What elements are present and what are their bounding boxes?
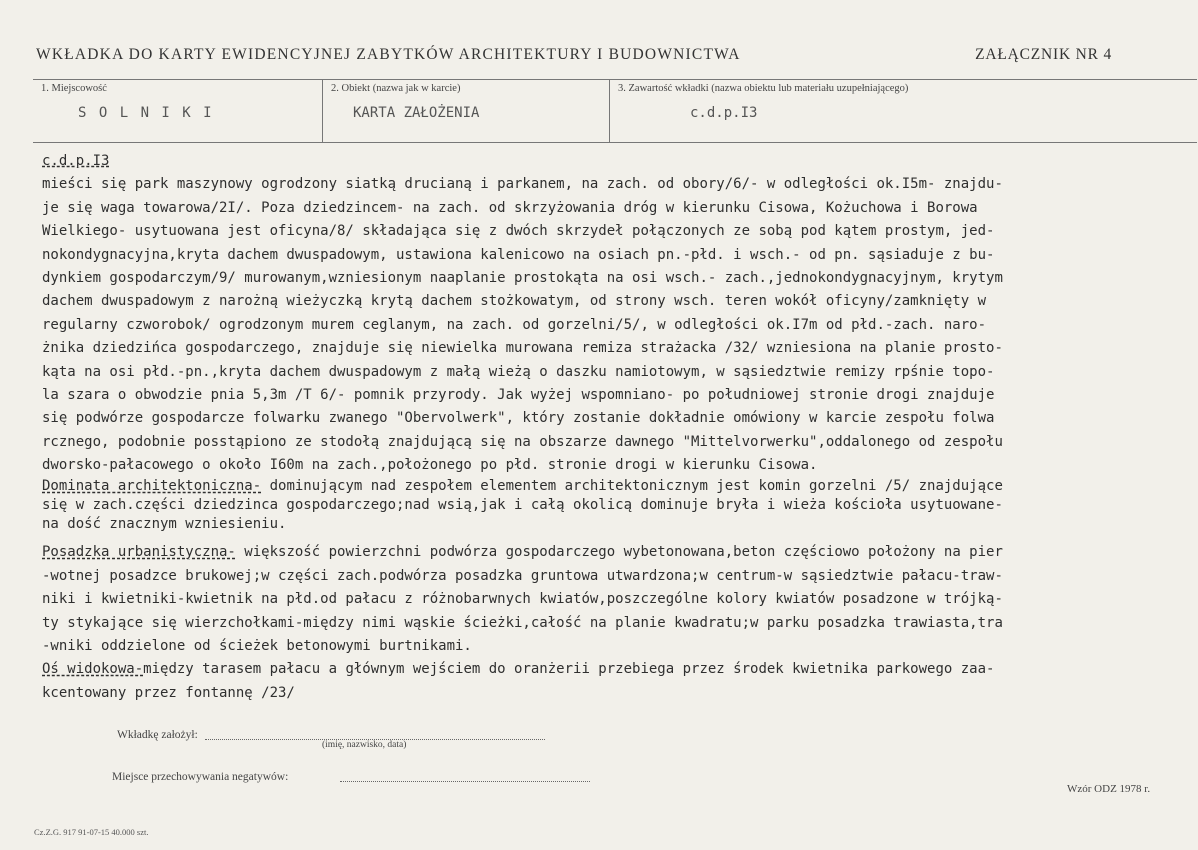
body-line: dworsko-pałacowego o około I60m na zach.,położonego po płd. stronie drogi w kierunku Cisowa. bbox=[42, 457, 818, 474]
dominanta-line: na dość znacznym wzniesieniu. bbox=[42, 516, 287, 533]
dominanta-paragraph bbox=[42, 477, 1192, 496]
field-object-label: 2. Obiekt (nazwa jak w karcie) bbox=[331, 83, 461, 94]
body-line: Wielkiego- usytuowana jest oficyna/8/ składająca się z dwóch skrzydeł połączonych ze sobą pod kątem prostym, jed- bbox=[42, 223, 995, 240]
posadzka-line: -wniki oddzielone od ścieżek betonowymi burtnikami. bbox=[42, 638, 472, 655]
print-info: Cz.Z.G. 917 91-07-15 40.000 szt. bbox=[34, 827, 149, 837]
body-line: je się waga towarowa/2I/. Poza dziedzincem- na zach. od skrzyżowania dróg w kierunku Cisowa, Kożuchowa i Borowa bbox=[42, 199, 978, 216]
negatives-line bbox=[340, 781, 590, 782]
template-label: Wzór ODZ 1978 r. bbox=[1067, 783, 1151, 795]
body-line: kąta na osi płd.-pn.,kryta dachem dwuspadowym z małą wieżą o daszku namiotowym, w sąsiedztwie remizy rpśnie topo- bbox=[42, 363, 995, 380]
fields-row bbox=[33, 79, 1197, 143]
body-heading: c.d.p.I3 bbox=[42, 153, 110, 169]
field-locality-label: 1. Miejscowość bbox=[41, 83, 107, 94]
field-object bbox=[322, 80, 610, 142]
body-line: się podwórze gospodarcze folwarku zwanego "Obervolwerk", który zostanie dokładnie omówiony w karcie zespołu folwa bbox=[42, 410, 995, 427]
body-line: mieści się park maszynowy ogrodzony siatką drucianą i parkanem, na zach. od obory/6/- w odległości ok.I5m- znajdu- bbox=[42, 176, 1003, 193]
body-line: dynkiem gospodarczym/9/ murowanym,wzniesionym naaplanie prostokąta na osi wsch.- zach.,jednokondygnacyjnym, krytym bbox=[42, 269, 1003, 286]
os-paragraph bbox=[42, 658, 1192, 681]
signature-label: Wkładkę założył: bbox=[117, 729, 198, 741]
posadzka-line: ty stykające się wierzchołkami-między nimi wąskie ścieżki,całość na planie kwadratu;w parku posadzka trawiasta,tra bbox=[42, 614, 1003, 631]
field-content bbox=[609, 80, 1198, 142]
body-line: rcznego, podobnie posstąpiono ze stodołą znajdującą się na obszarze dawnego "Mittelvorwerku",oddalonego od zespołu bbox=[42, 433, 1003, 450]
body-line: nokondygnacyjna,kryta dachem dwuspadowym, ustawiona kalenicowo na osiach pn.-płd. i wsch.- od pn. sąsiaduje z bu- bbox=[42, 246, 995, 263]
field-content-label: 3. Zawartość wkładki (nazwa obiektu lub materiału uzupełniającego) bbox=[618, 83, 909, 94]
os-line: kcentowany przez fontannę /23/ bbox=[42, 684, 295, 701]
body-line: regularny czworobok/ ogrodzonym murem ceglanym, na zach. od gorzelni/5/, w odległości ok.I7m od płd.-zach. naro- bbox=[42, 316, 987, 333]
field-object-value: KARTA ZAŁOŻENIA bbox=[353, 105, 480, 121]
body-line: la szara o obwodzie pnia 5,3m /T 6/- pomnik przyrody. Jak wyżej wspomniano- po południowej stronie drogi znajduje bbox=[42, 386, 995, 403]
body-text bbox=[42, 150, 1192, 705]
negatives-label: Miejsce przechowywania negatywów: bbox=[112, 771, 289, 783]
posadzka-line: -wotnej posadzce brukowej;w części zach.podwórza posadzka gruntowa utwardzona;w centrum-w sąsiedztwie pałacu-traw- bbox=[42, 567, 1003, 584]
posadzka-line: większość powierzchni podwórza gospodarczego wybetonowana,beton częściowo położony na pier bbox=[235, 544, 1003, 561]
posadzka-line: niki i kwietniki-kwietnik na płd.od pałacu z różnobarwnych kwiatów,poszczególne kolory kwiatów posadzone w trójką- bbox=[42, 591, 1003, 608]
signature-sublabel: (imię, nazwisko, data) bbox=[322, 740, 407, 750]
body-line: żnika dziedzińca gospodarczego, znajduje się niewielka murowana remiza strażacka /32/ wzniesiona na planie prosto- bbox=[42, 340, 1003, 357]
field-locality bbox=[33, 80, 322, 142]
posadzka-paragraph bbox=[42, 541, 1192, 564]
field-content-value: c.d.p.I3 bbox=[690, 105, 758, 121]
posadzka-term: Posadzka urbanistyczna- bbox=[42, 544, 236, 561]
os-term: Oś widokowa- bbox=[42, 661, 144, 678]
dominanta-term: Dominata architektoniczna- bbox=[42, 478, 262, 495]
dominanta-line: się w zach.części dziedzinca gospodarczego;nad wsią,jak i całą okolicą dominuje bryła i wieża kościoła usytuowane- bbox=[42, 497, 1003, 514]
header-title: WKŁADKA DO KARTY EWIDENCYJNEJ ZABYTKÓW ARCHITEKTURY I BUDOWNICTWA bbox=[36, 46, 741, 63]
dominanta-line: dominującym nad zespołem elementem architektonicznym jest komin gorzelni /5/ znajdujące bbox=[261, 478, 1003, 495]
field-locality-value: S O L N I K I bbox=[78, 105, 214, 121]
body-line: dachem dwuspadowym z narożną wieżyczką krytą dachem stożkowatym, od strony wsch. teren wokół oficyny/zamknięty w bbox=[42, 293, 987, 310]
attachment-number: ZAŁĄCZNIK NR 4 bbox=[975, 46, 1112, 63]
os-line: między tarasem pałacu a głównym wejściem do oranżerii przebiega przez środek kwietnika parkowego zaa- bbox=[143, 661, 995, 678]
